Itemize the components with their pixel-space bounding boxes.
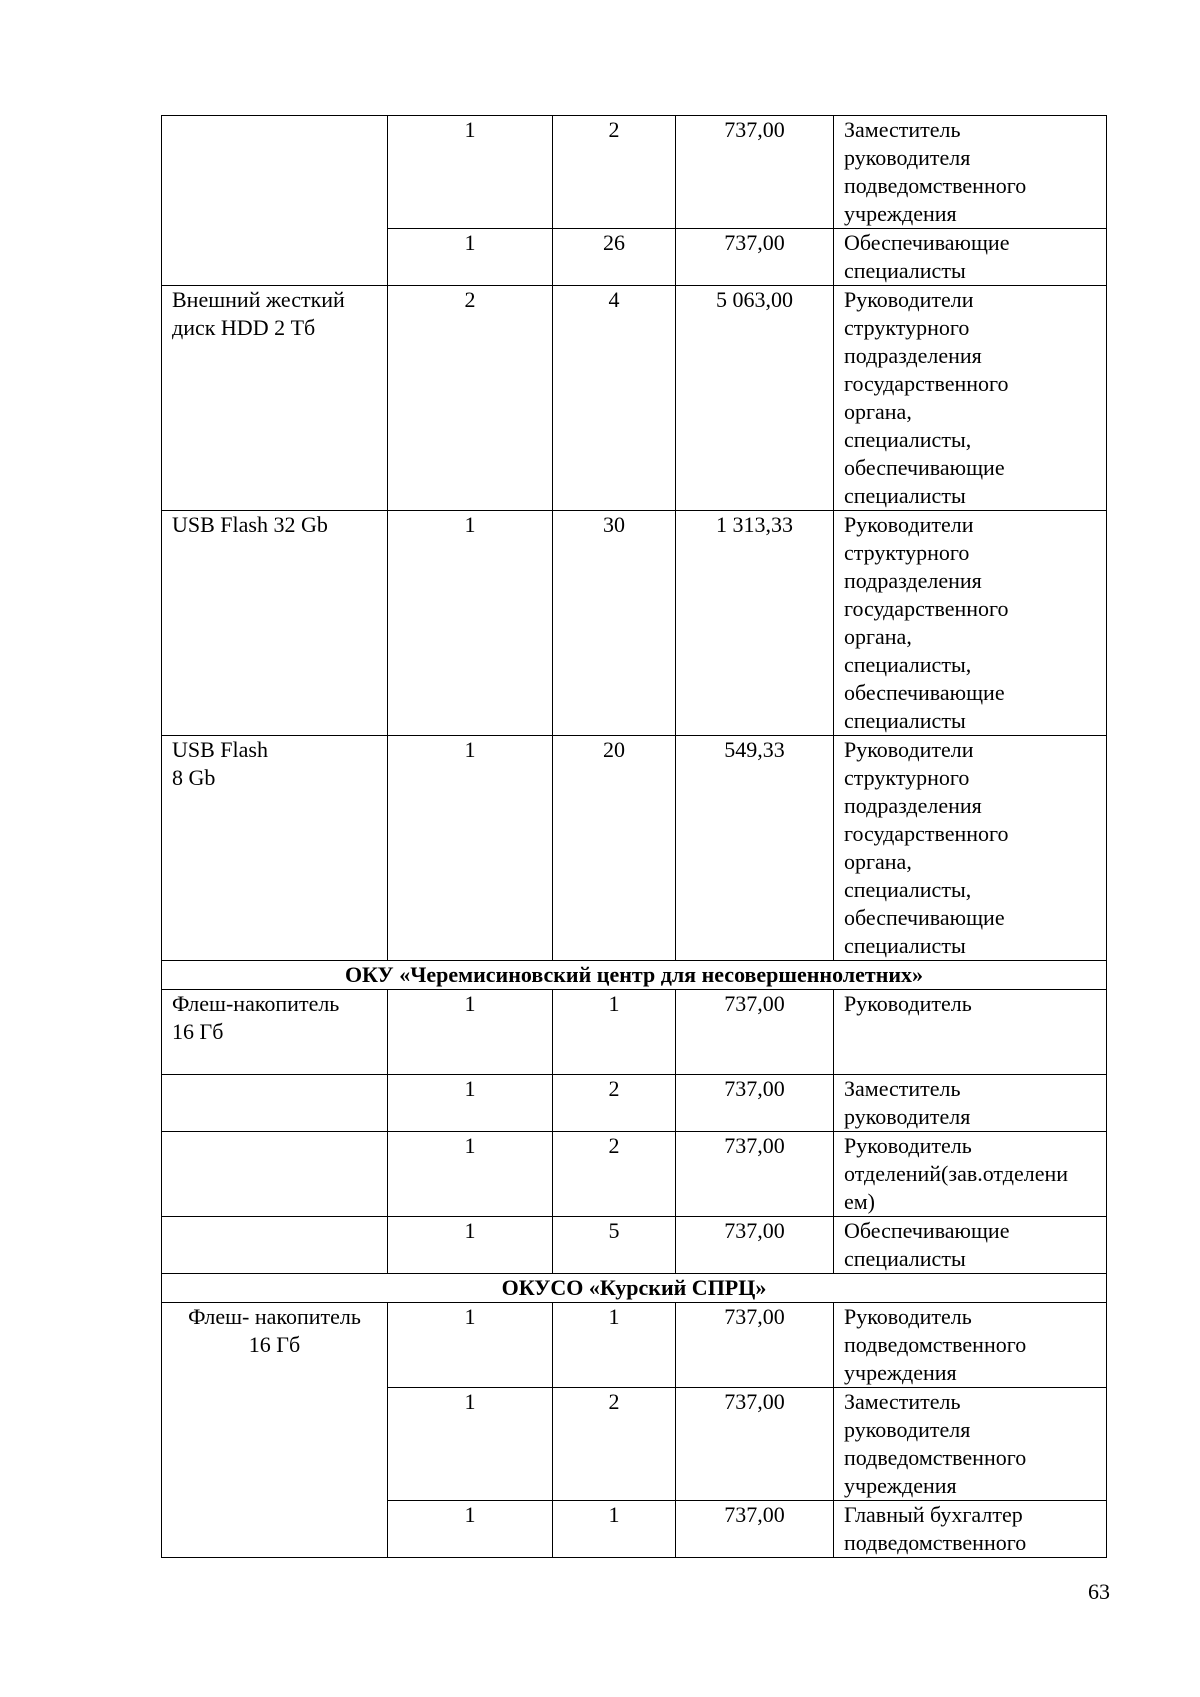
table-row xyxy=(162,511,1107,736)
item-cell xyxy=(162,1132,388,1217)
qty-cell: 1 xyxy=(388,1388,553,1501)
qty-cell: 1 xyxy=(388,229,553,286)
price-cell: 549,33 xyxy=(676,736,834,961)
table-row xyxy=(162,286,1107,511)
count-cell: 2 xyxy=(553,1132,676,1217)
norms-table xyxy=(161,115,1107,1558)
item-cell: Внешний жесткий диск HDD 2 Тб xyxy=(162,286,388,511)
count-cell: 2 xyxy=(553,1388,676,1501)
position-cell: Главный бухгалтер подведомственного xyxy=(834,1501,1107,1558)
table-row xyxy=(162,1303,1107,1388)
price-cell: 737,00 xyxy=(676,229,834,286)
table-row xyxy=(162,990,1107,1075)
item-cell xyxy=(162,116,388,286)
item-cell xyxy=(162,1217,388,1274)
item-cell: USB Flash 32 Gb xyxy=(162,511,388,736)
count-cell: 4 xyxy=(553,286,676,511)
position-cell: Руководитель подведомственного учреждения xyxy=(834,1303,1107,1388)
position-cell: Обеспечивающие специалисты xyxy=(834,1217,1107,1274)
price-cell: 737,00 xyxy=(676,1501,834,1558)
item-cell: Флеш-накопитель 16 Гб xyxy=(162,990,388,1075)
price-cell: 737,00 xyxy=(676,1303,834,1388)
position-cell: Заместитель руководителя подведомственного учреждения xyxy=(834,116,1107,229)
qty-cell: 1 xyxy=(388,736,553,961)
qty-cell: 1 xyxy=(388,1132,553,1217)
item-cell xyxy=(162,1075,388,1132)
price-cell: 737,00 xyxy=(676,1217,834,1274)
count-cell: 26 xyxy=(553,229,676,286)
position-cell: Заместитель руководителя подведомственного учреждения xyxy=(834,1388,1107,1501)
qty-cell: 1 xyxy=(388,1075,553,1132)
qty-cell: 1 xyxy=(388,1501,553,1558)
count-cell: 1 xyxy=(553,1303,676,1388)
qty-cell: 1 xyxy=(388,511,553,736)
position-cell: Руководители структурного подразделения государственного органа, специалисты, обеспечивающие специалисты xyxy=(834,736,1107,961)
position-cell: Руководители структурного подразделения государственного органа, специалисты, обеспечивающие специалисты xyxy=(834,286,1107,511)
price-cell: 737,00 xyxy=(676,1388,834,1501)
position-cell: Заместитель руководителя xyxy=(834,1075,1107,1132)
qty-cell: 1 xyxy=(388,1217,553,1274)
section-row xyxy=(162,961,1107,990)
price-cell: 737,00 xyxy=(676,1132,834,1217)
position-cell: Руководители структурного подразделения государственного органа, специалисты, обеспечивающие специалисты xyxy=(834,511,1107,736)
section-row xyxy=(162,1274,1107,1303)
section-heading: ОКУ «Черемисиновский центр для несовершеннолетних» xyxy=(162,961,1107,990)
price-cell: 737,00 xyxy=(676,116,834,229)
item-cell: Флеш- накопитель 16 Гб xyxy=(162,1303,388,1558)
price-cell: 1 313,33 xyxy=(676,511,834,736)
section-heading: ОКУСО «Курский СПРЦ» xyxy=(162,1274,1107,1303)
page-number: 63 xyxy=(1088,1579,1110,1604)
table-row xyxy=(162,1132,1107,1217)
table-row xyxy=(162,116,1107,229)
table-row xyxy=(162,1217,1107,1274)
count-cell: 2 xyxy=(553,116,676,229)
position-cell: Руководитель отделений(зав.отделени ем) xyxy=(834,1132,1107,1217)
table-row xyxy=(162,1075,1107,1132)
table-row xyxy=(162,736,1107,961)
count-cell: 30 xyxy=(553,511,676,736)
price-cell: 737,00 xyxy=(676,990,834,1075)
position-cell: Руководитель xyxy=(834,990,1107,1075)
qty-cell: 1 xyxy=(388,990,553,1075)
count-cell: 2 xyxy=(553,1075,676,1132)
qty-cell: 2 xyxy=(388,286,553,511)
qty-cell: 1 xyxy=(388,116,553,229)
position-cell: Обеспечивающие специалисты xyxy=(834,229,1107,286)
count-cell: 5 xyxy=(553,1217,676,1274)
count-cell: 1 xyxy=(553,1501,676,1558)
item-cell: USB Flash 8 Gb xyxy=(162,736,388,961)
count-cell: 20 xyxy=(553,736,676,961)
price-cell: 737,00 xyxy=(676,1075,834,1132)
qty-cell: 1 xyxy=(388,1303,553,1388)
count-cell: 1 xyxy=(553,990,676,1075)
price-cell: 5 063,00 xyxy=(676,286,834,511)
